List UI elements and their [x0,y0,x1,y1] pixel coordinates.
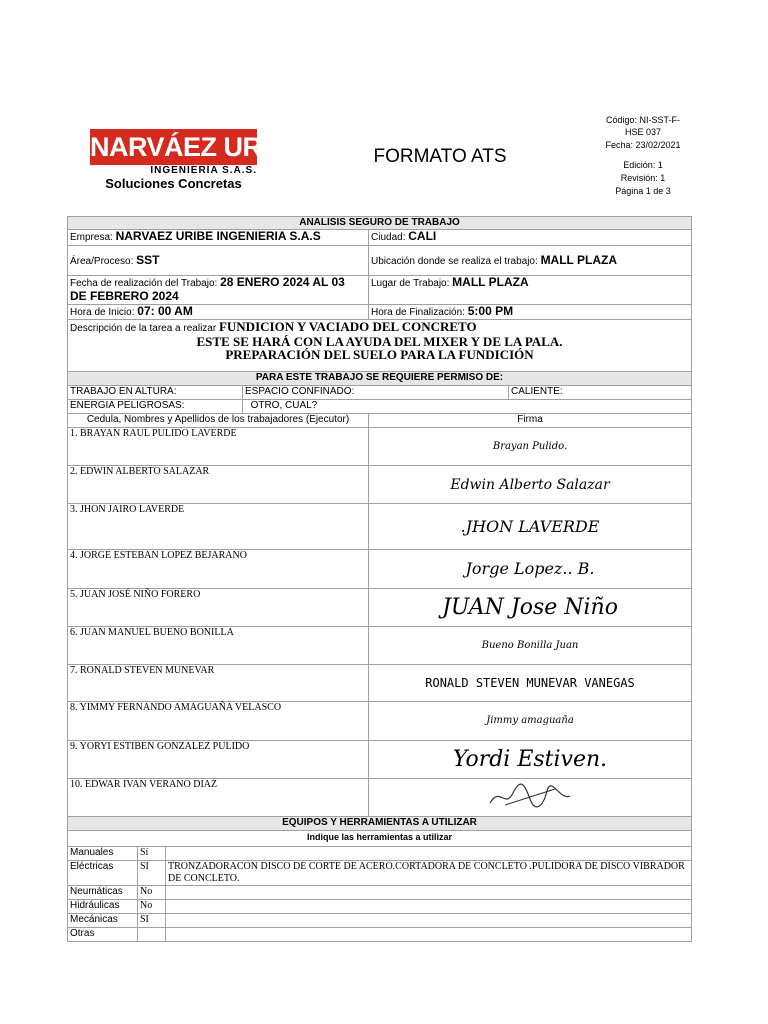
equipment-detail [166,928,692,942]
worker-signature: RONALD STEVEN MUNEVAR VANEGAS [369,665,692,702]
logo-subtitle: INGENIERÍA S.A.S. [150,165,257,176]
equipment-subtitle: Indique las herramientas a utilizar [68,831,692,847]
signature-scribble-icon [485,781,575,811]
permit-energia: ENERGIA PELIGROSAS: [68,400,243,414]
hora-fin-value: 5:00 PM [467,304,514,318]
worker-name: 6. JUAN MANUEL BUENO BONILLA [68,627,369,665]
hora-inicio-cell [68,305,369,320]
fecha-cell [68,276,369,305]
worker-name: 4. JORGE ESTEBAN LOPEZ BEJARANO [68,550,369,589]
equipment-answer: SI [138,914,166,928]
worker-name: 7. RONALD STEVEN MUNEVAR [68,665,369,702]
equipment-type: Otras [68,928,138,942]
fecha-label: Fecha de realización del Trabajo: [70,278,218,289]
doc-code-2: HSE 037 [624,127,662,137]
worker-name: 9. YORYI ESTIBEN GONZALEZ PULIDO [68,741,369,779]
lugar-cell [369,276,692,305]
equipment-answer: SI [138,861,166,886]
doc-page: Página 1 de 3 [615,186,671,196]
worker-signature: Edwin Alberto Salazar [369,466,692,504]
equipment-type: Neumáticas [68,886,138,900]
equipment-answer [138,928,166,942]
worker-signature: Jimmy amaguaña [369,702,692,741]
equipment-answer: No [138,900,166,914]
worker-signature: Brayan Pulido. [369,428,692,466]
descripcion-line-3: PREPARACIÓN DEL SUELO PARA LA FUNDICIÓN [225,347,534,362]
empresa-value: NARVAEZ URIBE INGENIERIA S.A.S [115,229,321,243]
doc-revision: Revisión: 1 [620,173,666,183]
fecha-value-1: 28 ENERO 2024 AL 03 [220,275,345,289]
worker-name: 3. JHON JAIRO LAVERDE [68,504,369,550]
area-label: Área/Proceso: [70,255,134,267]
equipment-type: Mecánicas [68,914,138,928]
fecha-value-2: DE FEBRERO 2024 [70,289,179,303]
company-logo: NARVÁEZ URIBE [90,129,257,165]
lugar-label: Lugar de Trabajo: [371,278,450,289]
permits-title: PARA ESTE TRABAJO SE REQUIERE PERMISO DE: [68,372,692,386]
doc-date: Fecha: 23/02/2021 [605,140,681,150]
worker-signature: Bueno Bonilla Juan [369,627,692,665]
equipment-detail [166,900,692,914]
permit-otro [243,400,692,414]
permit-caliente: CALIENTE: [509,386,692,400]
hora-fin-label: Hora de Finalización: [371,307,465,318]
ciudad-cell [369,230,692,246]
worker-name: 2. EDWIN ALBERTO SALAZAR [68,466,369,504]
worker-name: 5. JUAN JOSÉ NIÑO FORERO [68,589,369,627]
area-value: SST [136,252,160,267]
lugar-value: MALL PLAZA [452,275,529,289]
ciudad-label: Ciudad: [371,232,406,243]
hora-fin-cell [369,305,692,320]
equipment-detail [166,886,692,900]
worker-signature: Jorge Lopez.. B. [369,550,692,589]
empresa-label: Empresa: [70,232,113,243]
document-title: FORMATO ATS [373,146,507,167]
equipment-answer: Sí [138,847,166,861]
equipment-answer: No [138,886,166,900]
section-title: ANALISIS SEGURO DE TRABAJO [68,217,692,230]
ubicacion-label: Ubicación donde se realiza el trabajo: [371,255,538,267]
workers-col-name: Cedula, Nombres y Apellidos de los trabajadores (Ejecutor) [68,414,369,428]
hora-inicio-value: 07: 00 AM [137,304,193,318]
permit-confinado: ESPACIO CONFINADO: [243,386,509,400]
equipment-detail [166,914,692,928]
ubicacion-value: MALL PLAZA [540,252,617,267]
ciudad-value: CALI [408,229,437,243]
worker-name: 10. EDWAR IVAN VERANO DIAZ [68,779,369,817]
equipment-detail: TRONZADORACON DISCO DE CORTE DE ACERO.CORTADORA DE CONCLETO .PULIDORA DE DISCO VIBRADOR DE CONCLETO. [166,861,692,886]
equipment-detail [166,847,692,861]
permit-altura: TRABAJO EN ALTURA: [68,386,243,400]
descripcion-cell [68,320,692,372]
doc-code-1: Código: NI-SST-F- [605,115,681,125]
worker-signature: .JHON LAVERDE [369,504,692,550]
equipment-type: Hidráulicas [68,900,138,914]
descripcion-label: Descripción de la tarea a realizar [70,323,217,334]
worker-signature: JUAN Jose Niño [369,589,692,627]
empresa-cell [68,230,369,246]
worker-name: 1. BRAYAN RAUL PULIDO LAVERDE [68,428,369,466]
descripcion-line-2: ESTE SE HARÁ CON LA AYUDA DEL MIXER Y DE LA PALA. [196,334,563,349]
descripcion-line-1: FUNDICION Y VACIADO DEL CONCRETO [218,319,477,334]
worker-name: 8. YIMMY FERNANDO AMAGUAÑA VELASCO [68,702,369,741]
worker-signature-scribble [369,779,692,817]
logo-tagline: Soluciones Concretas [105,176,242,191]
hora-inicio-label: Hora de Inicio: [70,307,135,318]
doc-edition: Edición: 1 [623,160,663,170]
ats-form [67,216,692,942]
ubicacion-cell [369,246,692,276]
workers-col-sign: Firma [369,414,692,428]
area-cell [68,246,369,276]
equipment-type: Manuales [68,847,138,861]
worker-signature: Yordi Estiven. [369,741,692,779]
equipment-type: Eléctricas [68,861,138,886]
equipment-title: EQUIPOS Y HERRAMIENTAS A UTILIZAR [68,817,692,831]
permit-otro-label: OTRO, CUAL? [250,400,318,411]
